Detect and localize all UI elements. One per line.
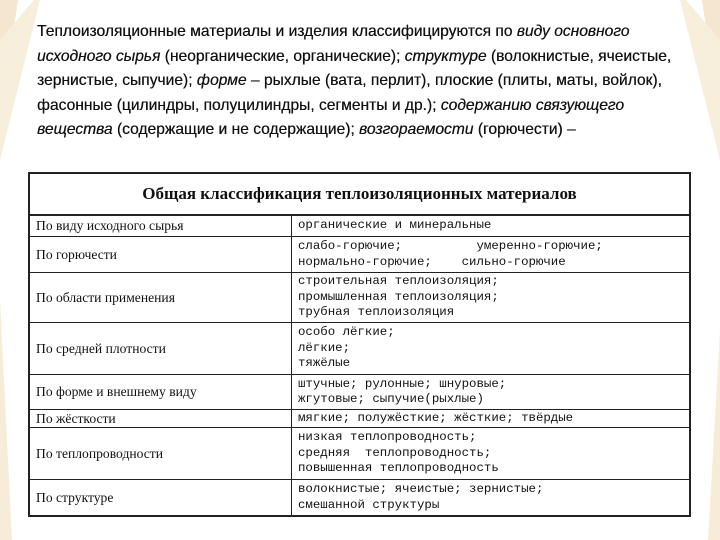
intro-emphasis: структуре xyxy=(404,47,487,65)
intro-text: Теплоизоляционные материалы и изделия классифицируются по xyxy=(37,23,517,40)
intro-paragraph xyxy=(37,20,687,143)
table-row xyxy=(30,410,689,428)
row-label: По средней плотности xyxy=(30,323,292,374)
table-row xyxy=(30,273,689,323)
table-row xyxy=(30,216,689,237)
row-label: По теплопроводности xyxy=(30,428,292,479)
row-values: органические и минеральные xyxy=(298,218,492,233)
table-row xyxy=(30,375,689,410)
row-values: строительная теплоизоляция; промышленная теплоизоляция; трубная теплоизоляция xyxy=(298,274,499,320)
intro-emphasis: содержанию связующего вещества xyxy=(37,96,624,139)
row-label: По форме и внешнему виду xyxy=(30,375,292,409)
row-label: По горючести xyxy=(30,237,292,272)
table-row xyxy=(30,480,689,515)
row-values: низкая теплопроводность; средняя теплопроводность; повышенная теплопроводность xyxy=(298,430,499,476)
intro-text: (неорганические, органические); xyxy=(160,47,405,65)
intro-emphasis: виду основного исходного сырья xyxy=(37,23,630,65)
row-label: По жёсткости xyxy=(30,410,292,427)
intro-emphasis: возгораемости xyxy=(359,121,474,139)
intro-text: – рыхлые (вата, перлит), плоские (плиты, маты, войлок), фасонные (цилиндры, полуцилиндры, сегменты и др.); xyxy=(37,72,662,114)
row-values: волокнистые; ячеистые; зернистые; смешанной структуры xyxy=(298,482,544,512)
row-values: мягкие; полужёсткие; жёсткие; твёрдые xyxy=(298,410,574,425)
table-row xyxy=(30,428,689,480)
row-label: По виду исходного сырья xyxy=(30,216,292,236)
row-label: По области применения xyxy=(30,273,292,322)
row-label: По структуре xyxy=(30,480,292,515)
classification-table xyxy=(28,172,691,517)
intro-text: (горючести) – xyxy=(473,121,576,139)
intro-emphasis: форме xyxy=(196,72,247,90)
row-values: слабо-горючие; умеренно-горючие; нормально-горючие; сильно-горючие xyxy=(298,239,603,269)
table-row xyxy=(30,237,689,273)
intro-text: (содержащие и не содержащие); xyxy=(112,121,359,139)
table-row xyxy=(30,323,689,375)
intro-text: (волокнистые, ячеистые, зернистые, сыпучие); xyxy=(37,47,672,90)
table-title: Общая классификация теплоизоляционных материалов xyxy=(30,174,689,216)
row-values: штучные; рулонные; шнуровые; жгутовые; сыпучие(рыхлые) xyxy=(298,376,507,406)
row-values: особо лёгкие; лёгкие; тяжёлые xyxy=(298,325,395,371)
